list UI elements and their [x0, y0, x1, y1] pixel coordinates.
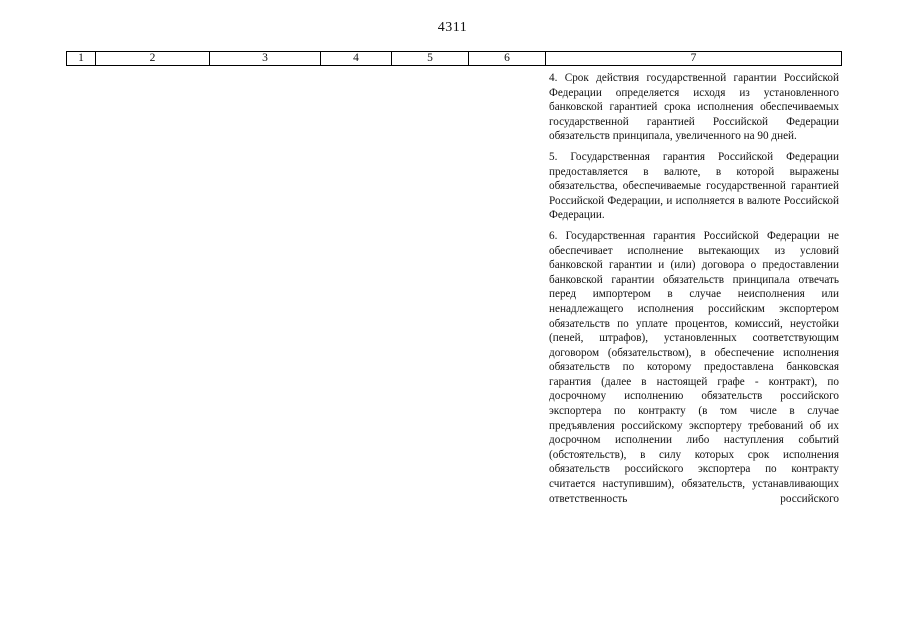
paragraph-6: 6. Государственная гарантия Российской Федерации не обеспечивает исполнение вытекающих из условий банковской гарантии и (или) договора о предоставлении банковской гарантии обязательств принципала отвечать перед импортером в случае неисполнения или ненадлежащего исполнения российским экспортером обязательств по уплате процентов, комиссий, неустойки (пеней, штрафов), установленных соответствующим договором (обязательством), в обеспечение исполнения обязательств по которому предоставлена банковская гарантия (далее в настоящей графе - контракт), по досрочному исполнению обязательств российского экспортера по контракту (в том числе в случае предъявления российскому экспортеру требований об их досрочном исполнении либо наступления событий (обстоятельств), в силу которых срок исполнения обязательств российского экспортера по контракту считается наступившим), обязательств, устанавливающих ответственность российского — [549, 229, 839, 505]
column-number-3: 3 — [210, 52, 321, 66]
column-7-content — [549, 71, 839, 512]
column-number-7: 7 — [546, 52, 842, 66]
column-number-row — [67, 52, 842, 66]
column-number-6: 6 — [469, 52, 546, 66]
column-header-table — [66, 51, 842, 66]
column-number-2: 2 — [96, 52, 210, 66]
column-number-4: 4 — [321, 52, 392, 66]
paragraph-4: 4. Срок действия государственной гарантии Российской Федерации определяется исходя из установленного банковской гарантией срока исполнения обеспечиваемых государственной гарантией Российской Федерации обязательств принципала, увеличенного на 90 дней. — [549, 72, 839, 143]
column-number-5: 5 — [392, 52, 469, 66]
paragraph-5: 5. Государственная гарантия Российской Федерации предоставляется в валюте, в которой выражены обязательства, обеспечиваемые государственной гарантией Российской Федерации, и исполняется в валюте Российской Федерации. — [549, 150, 839, 222]
column-number-1: 1 — [67, 52, 96, 66]
page-number: 4311 — [437, 20, 468, 35]
